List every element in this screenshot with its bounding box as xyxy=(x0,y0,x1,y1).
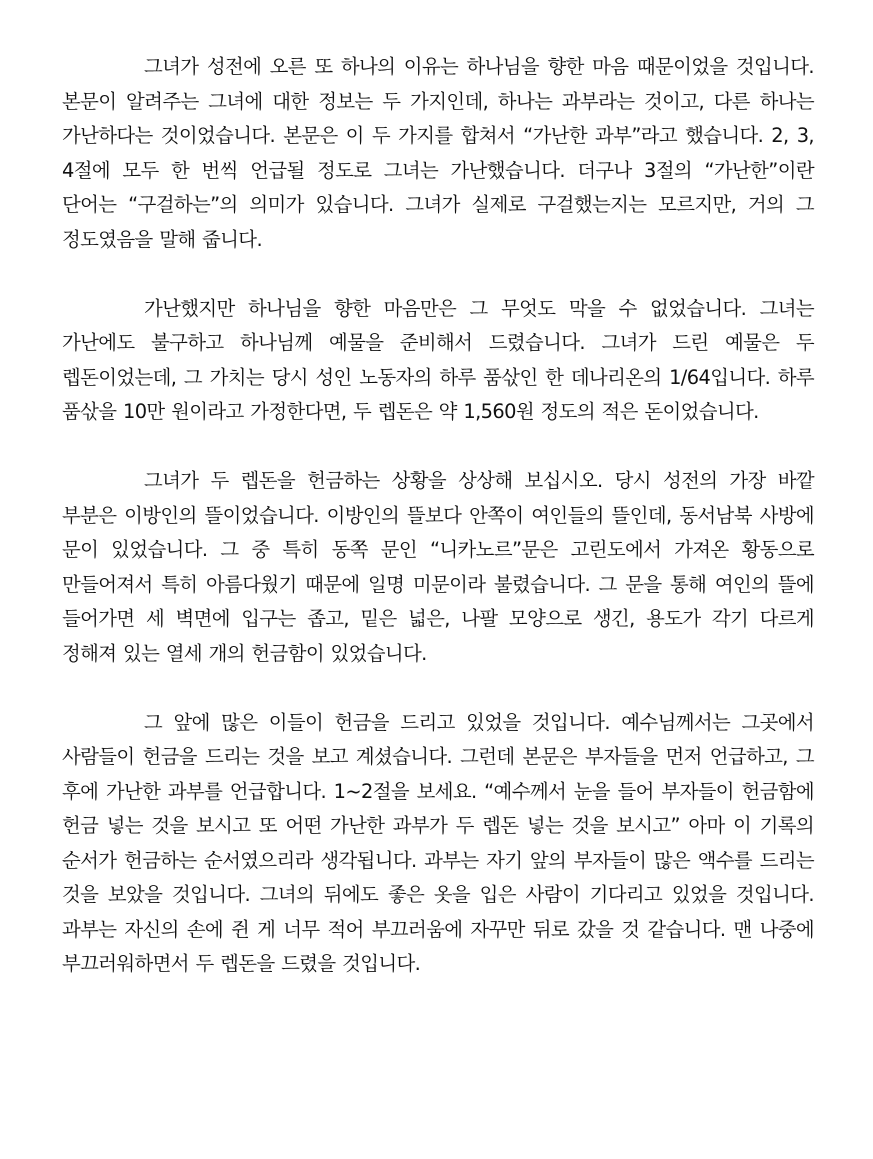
paragraph-4: 그 앞에 많은 이들이 헌금을 드리고 있었을 것입니다. 예수님께서는 그곳에서 사람들이 헌금을 드리는 것을 보고 계셨습니다. 그런데 본문은 부자들을 먼저 언급하고, 그 후에 가난한 과부를 언급합니다. 1~2절을 보세요. “예수께서 눈을 들어 부자들이 헌금함에 헌금 넣는 것을 보시고 또 어떤 가난한 과부가 두 렙돈 넣는 것을 보시고” 아마 이 기록의 순서가 헌금하는 순서였으리라 생각됩니다. 과부는 자기 앞의 부자들이 많은 액수를 드리는 것을 보았을 것입니다. 그녀의 뒤에도 좋은 옷을 입은 사람이 기다리고 있었을 것입니다. 과부는 자신의 손에 쥔 게 너무 적어 부끄러움에 자꾸만 뒤로 갔을 것 같습니다. 맨 나중에 부끄러워하면서 두 렙돈을 드렸을 것입니다. xyxy=(62,710,814,975)
paragraph-2: 가난했지만 하나님을 향한 마음만은 그 무엇도 막을 수 없었습니다. 그녀는 가난에도 불구하고 하나님께 예물을 준비해서 드렸습니다. 그녀가 드린 예물은 두 렙돈이었는데, 그 가치는 당시 성인 노동자의 하루 품삯인 한 데나리온의 1/64입니다. 하루 품삯을 10만 원이라고 가정한다면, 두 렙돈은 약 1,560원 정도의 적은 돈이었습니다. xyxy=(62,296,814,423)
paragraph-1: 그녀가 성전에 오른 또 하나의 이유는 하나님을 향한 마음 때문이었을 것입니다. 본문이 알려주는 그녀에 대한 정보는 두 가지인데, 하나는 과부라는 것이고, 다른 하나는 가난하다는 것이었습니다. 본문은 이 두 가지를 합쳐서 “가난한 과부”라고 했습니다. 2, 3, 4절에 모두 한 번씩 언급될 정도로 그녀는 가난했습니다. 더구나 3절의 “가난한”이란 단어는 “구걸하는”의 의미가 있습니다. 그녀가 실제로 구걸했는지는 모르지만, 거의 그 정도였음을 말해 줍니다. xyxy=(62,55,814,251)
document-body xyxy=(62,50,814,982)
paragraph-3: 그녀가 두 렙돈을 헌금하는 상황을 상상해 보십시오. 당시 성전의 가장 바깥 부분은 이방인의 뜰이었습니다. 이방인의 뜰보다 안쪽이 여인들의 뜰인데, 동서남북 사방에 문이 있었습니다. 그 중 특히 동쪽 문인 “니카노르”문은 고린도에서 가져온 황동으로 만들어져서 특히 아름다웠기 때문에 일명 미문이라 불렸습니다. 그 문을 통해 여인의 뜰에 들어가면 세 벽면에 입구는 좁고, 밑은 넓은, 나팔 모양으로 생긴, 용도가 각기 다르게 정해져 있는 열세 개의 헌금함이 있었습니다. xyxy=(62,469,815,665)
